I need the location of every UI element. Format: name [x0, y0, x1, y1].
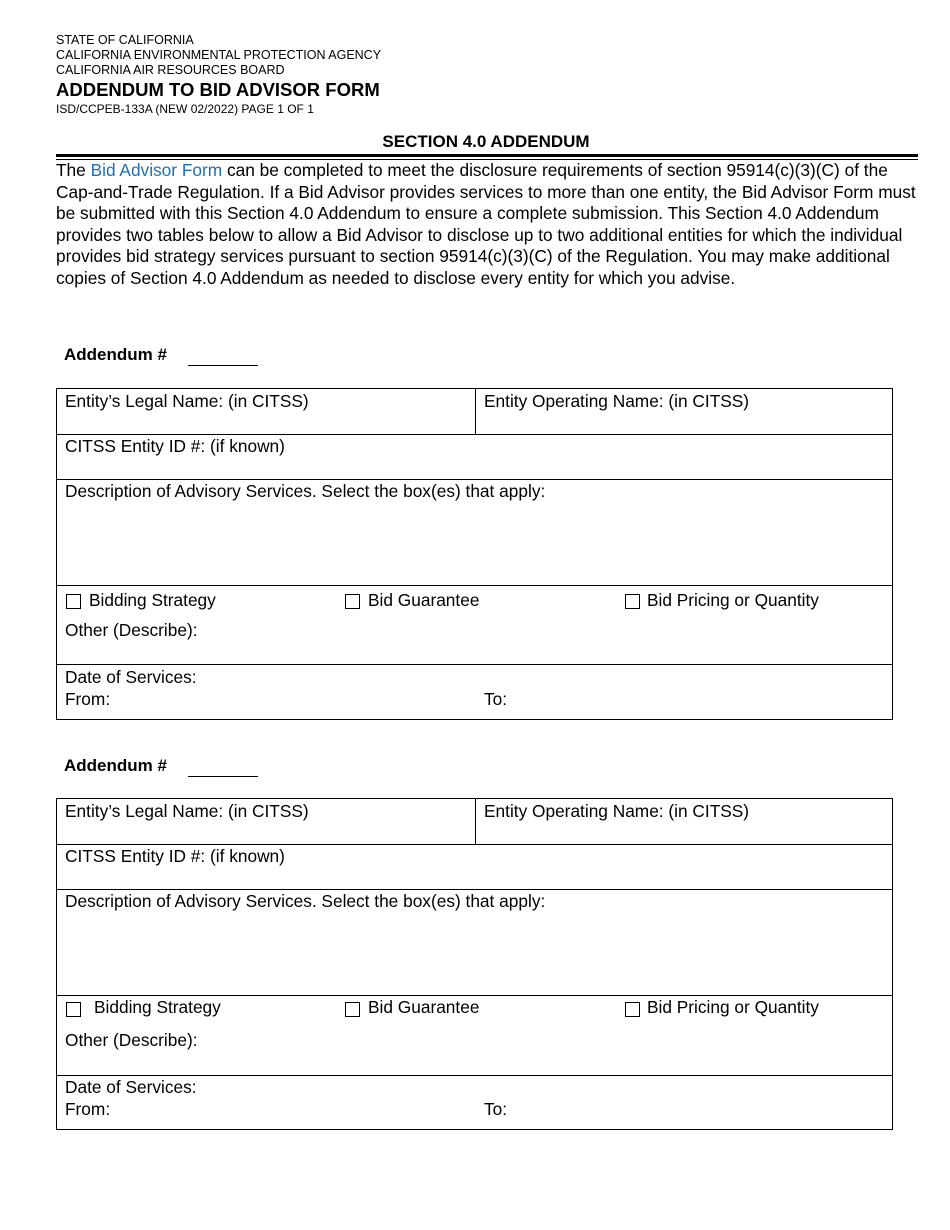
- entity-name-row: [57, 389, 892, 435]
- bidding-strategy-label: Bidding Strategy: [94, 997, 221, 1017]
- intro-prefix: The: [56, 160, 91, 180]
- description-field[interactable]: [57, 890, 892, 996]
- to-date-label[interactable]: To:: [484, 689, 508, 709]
- legal-name-field[interactable]: [57, 389, 476, 434]
- date-of-services-row: [57, 1076, 892, 1129]
- entity-name-row: [57, 799, 892, 845]
- operating-name-label: Entity Operating Name: (in CITSS): [484, 801, 750, 821]
- addendum-number-field[interactable]: [188, 776, 258, 777]
- addendum-table: [56, 388, 893, 720]
- addendum-label: Addendum #: [64, 756, 167, 775]
- header-board: CALIFORNIA AIR RESOURCES BOARD: [56, 63, 285, 77]
- intro-paragraph: [56, 160, 918, 290]
- citss-id-label: CITSS Entity ID #: (if known): [65, 846, 285, 866]
- services-options-row: [57, 996, 892, 1076]
- description-label: Description of Advisory Services. Select the box(es) that apply:: [65, 481, 546, 501]
- form-header: [56, 33, 381, 116]
- bidding-strategy-checkbox[interactable]: [66, 594, 81, 609]
- bidding-strategy-checkbox[interactable]: [66, 1002, 81, 1017]
- legal-name-label: Entity’s Legal Name: (in CITSS): [65, 391, 309, 411]
- other-describe-label: Other (Describe):: [65, 620, 198, 640]
- date-of-services-label: Date of Services:: [65, 667, 197, 687]
- bid-advisor-form-link[interactable]: Bid Advisor Form: [90, 160, 223, 180]
- operating-name-field[interactable]: [476, 389, 892, 434]
- operating-name-field[interactable]: [476, 799, 892, 844]
- bid-guarantee-checkbox[interactable]: [345, 594, 360, 609]
- date-of-services-label: Date of Services:: [65, 1077, 197, 1097]
- operating-name-label: Entity Operating Name: (in CITSS): [484, 391, 750, 411]
- bid-pricing-label: Bid Pricing or Quantity: [647, 997, 819, 1017]
- section-title: SECTION 4.0 ADDENDUM: [382, 132, 590, 151]
- to-date-label[interactable]: To:: [484, 1099, 508, 1119]
- bid-pricing-checkbox[interactable]: [625, 1002, 640, 1017]
- citss-id-field[interactable]: [57, 845, 892, 890]
- header-state: STATE OF CALIFORNIA: [56, 33, 194, 47]
- form-title: ADDENDUM TO BID ADVISOR FORM: [56, 79, 380, 100]
- legal-name-field[interactable]: [57, 799, 476, 844]
- citss-id-field[interactable]: [57, 435, 892, 480]
- description-field[interactable]: [57, 480, 892, 586]
- legal-name-label: Entity’s Legal Name: (in CITSS): [65, 801, 309, 821]
- form-code: ISD/CCPEB-133A (NEW 02/2022) PAGE 1 OF 1: [56, 102, 314, 116]
- from-date-label[interactable]: From:: [65, 1099, 111, 1119]
- description-label: Description of Advisory Services. Select the box(es) that apply:: [65, 891, 546, 911]
- intro-body: can be completed to meet the disclosure requirements of section 95914(c)(3)(C) of the Cap-and-Trade Regulation. If a Bid Advisor provides services to more than one entity, the Bid Advisor Form must be submitted with this Section 4.0 Addendum to ensure a complete submission. This Section 4.0 Addendum provides two tables below to allow a Bid Advisor to disclose up to two additional entities for which the individual provides bid strategy services pursuant to section 95914(c)(3)(C) of the Regulation. You may make additional copies of Section 4.0 Addendum as needed to disclose every entity for which you advise.: [56, 160, 916, 288]
- addendum-label: Addendum #: [64, 345, 167, 364]
- bidding-strategy-label: Bidding Strategy: [89, 590, 216, 610]
- addendum-table: [56, 798, 893, 1130]
- bid-pricing-checkbox[interactable]: [625, 594, 640, 609]
- from-date-label[interactable]: From:: [65, 689, 111, 709]
- addendum-number-field[interactable]: [188, 365, 258, 366]
- bid-pricing-label: Bid Pricing or Quantity: [647, 590, 819, 610]
- other-describe-label: Other (Describe):: [65, 1030, 198, 1050]
- date-of-services-row: [57, 665, 892, 719]
- bid-guarantee-label: Bid Guarantee: [368, 590, 480, 610]
- citss-id-label: CITSS Entity ID #: (if known): [65, 436, 285, 456]
- header-agency: CALIFORNIA ENVIRONMENTAL PROTECTION AGENCY: [56, 48, 382, 62]
- services-options-row: [57, 586, 892, 665]
- bid-guarantee-label: Bid Guarantee: [368, 997, 480, 1017]
- section-rule-thick: [56, 154, 918, 157]
- bid-guarantee-checkbox[interactable]: [345, 1002, 360, 1017]
